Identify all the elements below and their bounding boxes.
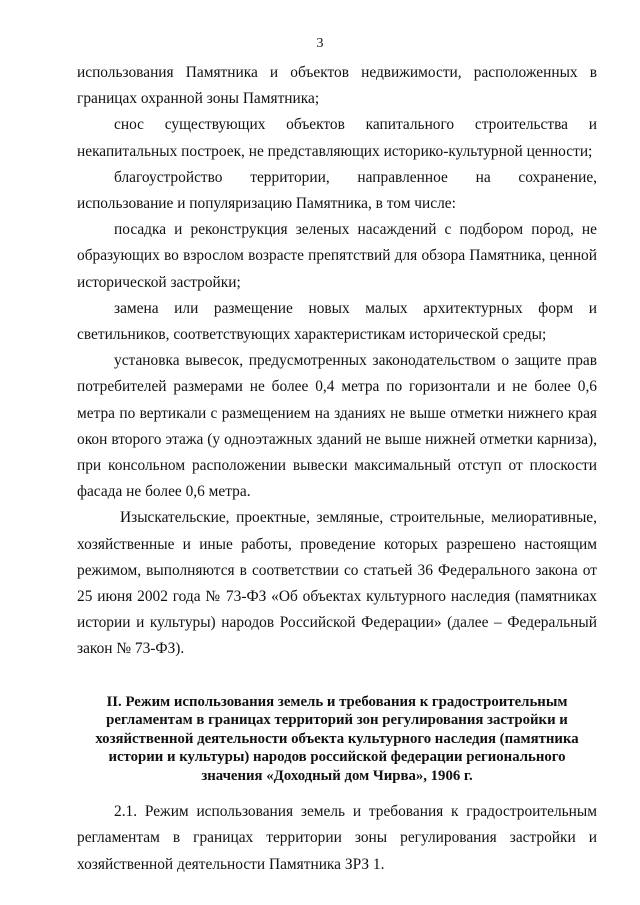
page-number: 3 [316,36,324,51]
paragraph-2-1: 2.1. Режим использования земель и требования к градостроительным регламентам в границах территории зоны регулирования застройки и хозяйственной деятельности Памятника ЗРЗ 1. [77,803,597,873]
paragraph-survey-works: Изыскательские, проектные, земляные, строительные, мелиоративные, хозяйственные и иные работы, проведение которых разрешено настоящим режимом, выполняются в соответствии со статьей 36 Федерального закона от 25 июня 2002 года № 73-ФЗ «Об объектах культурного наследия (памятниках истории и культуры) народов Российской Федерации» (далее – Федеральный закон № 73-ФЗ). [77,509,597,658]
paragraph-signage: установка вывесок, предусмотренных законодательством о защите прав потребителей размерами не более 0,4 метра по горизонтали и не более 0,6 метра по вертикали с размещением на зданиях не выше отметки нижнего края окон второго этажа (у одноэтажных зданий не выше нижней отметки карниза), при консольном расположении вывески максимальный отступ от плоскости фасада не более 0,6 метра. [77,352,597,501]
paragraph-continuation: использования Памятника и объектов недвижимости, расположенных в границах охранной зоны Памятника; [77,64,597,108]
paragraph-demolition: снос существующих объектов капитального строительства и некапитальных построек, не представляющих историко-культурной ценности; [77,116,597,160]
document-body [77,60,597,878]
paragraph-landscaping: благоустройство территории, направленное на сохранение, использование и популяризацию Памятника, в том числе: [77,168,597,213]
paragraph-small-forms: замена или размещение новых малых архитектурных форм и светильников, соответствующих характеристикам исторической среды; [77,299,597,344]
section-heading: II. Режим использования земель и требования к градостроительным регламентам в границах территорий зон регулирования застройки и хозяйственной деятельности объекта культурного наследия (памятника истории и культуры) народов российской федерации регионального значения «Доходный дом Чирва», 1906 г. [95,693,579,784]
paragraph-planting: посадка и реконструкция зеленых насаждений с подбором пород, не образующих во взрослом возрасте препятствий для обзора Памятника, ценной исторической застройки; [77,221,597,291]
